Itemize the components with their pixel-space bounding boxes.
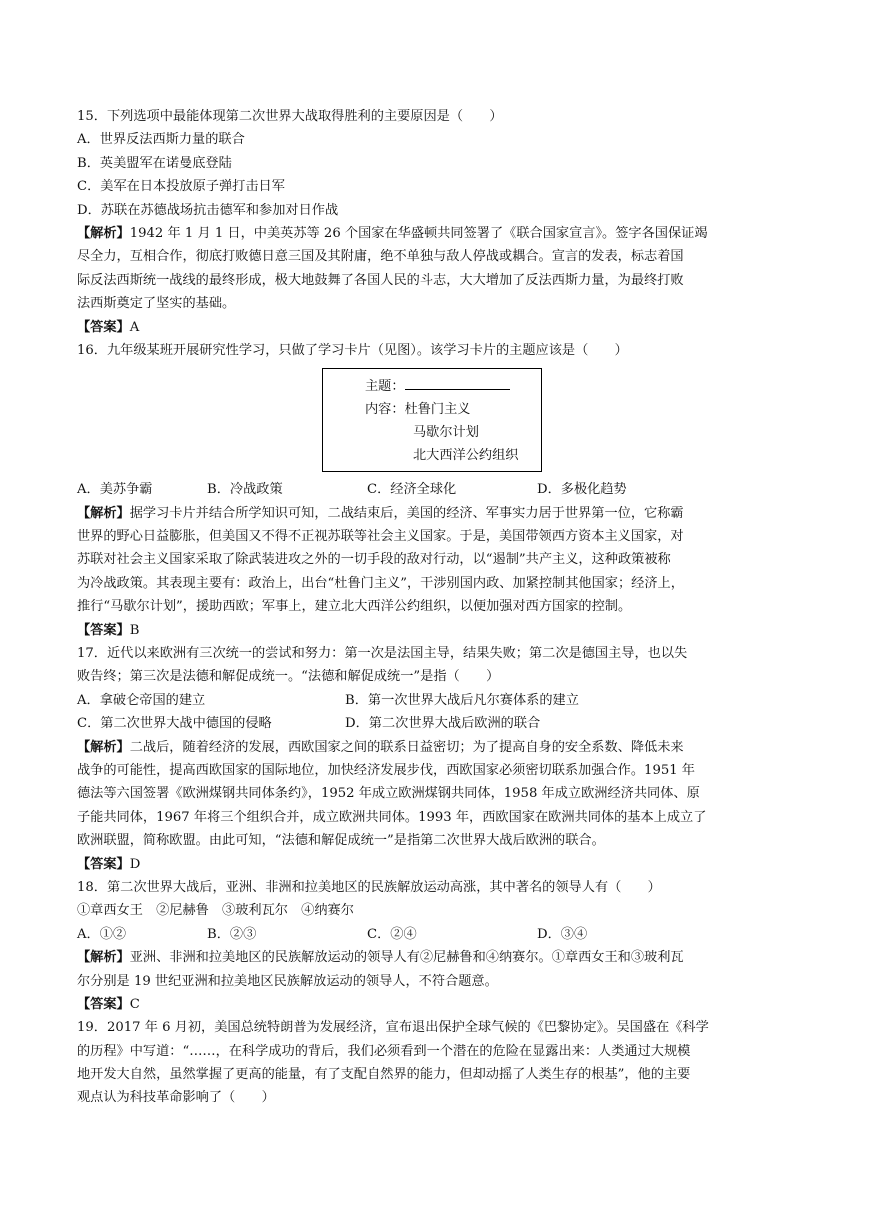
q16-option-b: B．冷战政策: [207, 482, 283, 498]
analysis-label: 【解析】: [77, 739, 130, 755]
card-item-3: 北大西洋公约组织: [413, 448, 519, 464]
q16-option-a: A．美苏争霸: [77, 482, 153, 498]
q18-option-a: A．①②: [77, 926, 127, 942]
q17-option-b: B．第一次世界大战后凡尔赛体系的建立: [345, 692, 579, 708]
q15-analysis-line-4: 法西斯奠定了坚实的基础。: [77, 296, 236, 312]
q17-stem-line-1: 17．近代以来欧洲有三次统一的尝试和努力：第一次是法国主导，结果失败；第二次是德国主导，也以失: [77, 646, 688, 662]
answer-label: 【答案】: [77, 319, 130, 335]
q18-analysis-line-1: [77, 946, 797, 969]
q16-analysis-line-3: 苏联对社会主义国家采取了除武装进攻之外的一切手段的敌对行动，以“遏制”共产主义，这种政策被称: [77, 552, 671, 568]
q15-analysis-line-3: 际反法西斯统一战线的最终形成，极大地鼓舞了各国人民的斗志，大大增加了反法西斯力量，为最终打败: [77, 272, 684, 288]
analysis-label: 【解析】: [77, 225, 130, 241]
q15-option-c: C．美军在日本投放原子弹打击日军: [77, 179, 285, 195]
q18-option-b: B．②③: [207, 926, 257, 942]
study-card: [322, 368, 542, 472]
q15-stem: 15．下列选项中最能体现第二次世界大战取得胜利的主要原因是（ ）: [77, 109, 503, 124]
q16-option-c: C．经济全球化: [367, 482, 457, 498]
answer-label: 【答案】: [77, 622, 130, 638]
q17-option-c: C．第二次世界大战中德国的侵略: [77, 716, 272, 732]
q17-option-a: A．拿破仑帝国的建立: [77, 692, 206, 708]
analysis-label: 【解析】: [77, 950, 130, 966]
card-item-1: 杜鲁门主义: [404, 402, 471, 418]
q17-options-row-1: [77, 689, 797, 712]
q17-stem-line-2: 败告终；第三次是法德和解促成统一。“法德和解促成统一”是指（ ）: [77, 669, 500, 685]
card-topic-blank: [405, 374, 510, 390]
q17-analysis-line-2: 战争的可能性，提高西欧国家的国际地位，加快经济发展步伐，西欧国家必须密切联系加强合作。1951 年: [77, 762, 695, 778]
q15-analysis-line-2: 尽全力，互相合作，彻底打败德日意三国及其附庸，绝不单独与敌人停战或耦合。宣言的发表，标志着国: [77, 249, 684, 265]
answer-label: 【答案】: [77, 856, 130, 872]
q17-answer: [77, 853, 797, 876]
q16-analysis-line-2: 世界的野心日益膨胀，但美国又不得不正视苏联等社会主义国家。于是，美国带领西方资本主义国家，对: [77, 529, 684, 545]
q18-stem: 18．第二次世界大战后，亚洲、非洲和拉美地区的民族解放运动高涨，其中著名的领导人有（ ）: [77, 879, 661, 895]
card-topic-label: 主题：: [365, 379, 405, 395]
q19-stem-line-1: 19．2017 年 6 月初，美国总统特朗普为发展经济，宣布退出保护全球气候的《巴黎协定》。吴国盛在《科学: [77, 1020, 709, 1036]
answer-value: D: [129, 856, 141, 872]
q16-option-d: D．多极化趋势: [537, 482, 627, 498]
card-content-label: 内容：: [365, 402, 405, 418]
q16-answer: [77, 619, 797, 642]
q15-answer: [77, 316, 797, 339]
q19-stem-line-2: 的历程》中写道：“……，在科学成功的背后，我们必须看到一个潜在的危险在显露出来：人类通过大规模: [77, 1043, 691, 1059]
q18-analysis-line-2: 尔分别是 19 世纪亚洲和拉美地区民族解放运动的领导人，不符合题意。: [77, 973, 498, 989]
card-content-row: [365, 398, 541, 421]
q17-options-row-2: [77, 712, 797, 735]
q19-stem-line-3: 地开发大自然，虽然掌握了更高的能量，有了支配自然界的能力，但却动摇了人类生存的根基”，他的主要: [77, 1067, 691, 1083]
q15-option-a: A．世界反法西斯力量的联合: [77, 132, 245, 148]
q17-option-d: D．第二次世界大战后欧洲的联合: [345, 716, 541, 732]
q16-options: [77, 478, 797, 501]
q15-option-b: B．英美盟军在诺曼底登陆: [77, 155, 232, 171]
answer-value: B: [129, 622, 140, 638]
q16-analysis-line-1: [77, 502, 797, 525]
card-topic-row: [365, 374, 541, 398]
q17-analysis-line-5: 欧洲联盟，简称欧盟。由此可知，“法德和解促成统一”是指第二次世界大战后欧洲的联合。: [77, 833, 605, 849]
q16-analysis-line-4: 为冷战政策。其表现主要有：政治上，出台“杜鲁门主义”，干涉别国内政、加紧控制其他国家；经济上，: [77, 575, 684, 591]
q16-analysis-line-5: 推行“马歇尔计划”，援助西欧；军事上，建立北大西洋公约组织，以便加强对西方国家的控制。: [77, 599, 632, 615]
analysis-text: 二战后，随着经济的发展，西欧国家之间的联系日益密切；为了提高自身的安全系数、降低未来: [129, 739, 684, 755]
q17-analysis-line-4: 子能共同体，1967 年将三个组织合并，成立欧洲共同体。1993 年，西欧国家在欧洲共同体的基本上成立了: [77, 809, 707, 825]
analysis-text: 亚洲、非洲和拉美地区的民族解放运动的领导人有②尼赫鲁和④纳赛尔。①章西女王和③玻利瓦: [129, 950, 684, 966]
q15-analysis-line-1: [77, 222, 797, 245]
document-page: [77, 105, 797, 1110]
q18-choices: ①章西女王 ②尼赫鲁 ③玻利瓦尔 ④纳赛尔: [77, 903, 354, 919]
q15-option-d: D．苏联在苏德战场抗击德军和参加对日作战: [77, 202, 339, 218]
q17-analysis-line-3: 德法等六国签署《欧洲煤钢共同体条约》，1952 年成立欧洲煤钢共同体，1958 年成立欧洲经济共同体、原: [77, 786, 700, 802]
answer-value: A: [129, 319, 140, 335]
q18-option-d: D．③④: [537, 926, 588, 942]
q19-stem-line-4: 观点认为科技革命影响了（ ）: [77, 1090, 275, 1106]
q18-option-c: C．②④: [367, 926, 417, 942]
answer-label: 【答案】: [77, 996, 130, 1012]
q18-answer: [77, 993, 797, 1016]
answer-value: C: [129, 996, 140, 1012]
analysis-text: 1942 年 1 月 1 日，中美英苏等 26 个国家在华盛顿共同签署了《联合国家宣言》。签字各国保证竭: [129, 225, 708, 241]
card-item-2: 马歇尔计划: [413, 425, 479, 441]
q17-analysis-line-1: [77, 736, 797, 759]
analysis-label: 【解析】: [77, 505, 130, 521]
q16-stem: 16．九年级某班开展研究性学习，只做了学习卡片（见图）。该学习卡片的主题应该是（ ）: [77, 342, 628, 358]
q18-options: [77, 923, 797, 946]
analysis-text: 据学习卡片并结合所学知识可知，二战结束后，美国的经济、军事实力居于世界第一位，它称霸: [129, 505, 684, 521]
